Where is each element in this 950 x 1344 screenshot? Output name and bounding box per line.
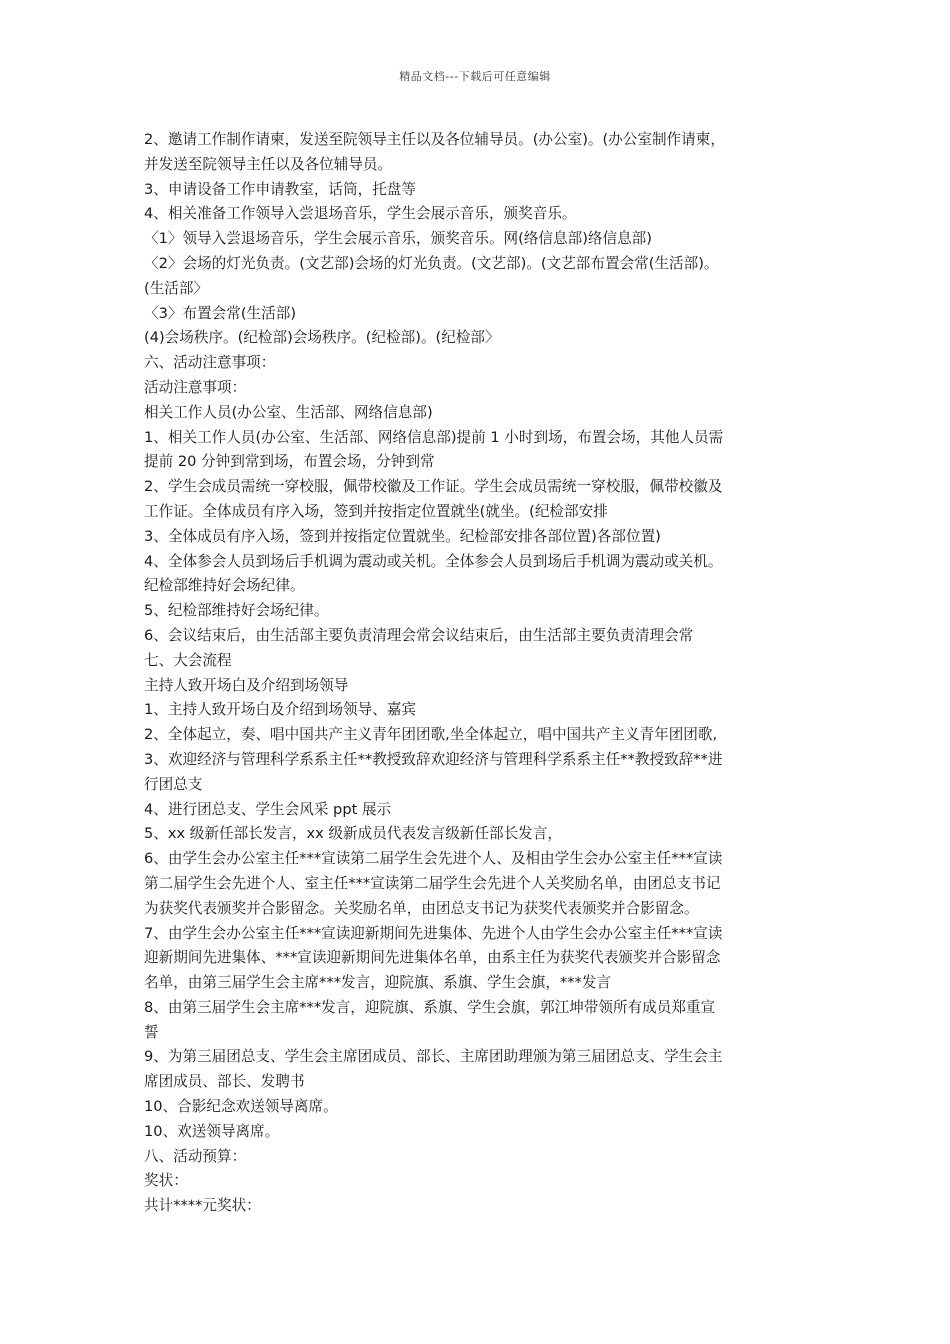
text-line: 10、合影纪念欢送领导离席。 xyxy=(144,1098,338,1116)
text-line: 4、全体参会人员到场后手机调为震动或关机。全体参会人员到场后手机调为震动或关机。 xyxy=(144,552,723,570)
text-line: 1、相关工作人员(办公室、生活部、网络信息部)提前 1 小时到场，布置会场，其他人员需 xyxy=(144,428,724,446)
text-line: 七、大会流程 xyxy=(144,651,232,669)
text-line: 迎新期间先进集体、***宣读迎新期间先进集体名单，由系主任为获奖代表颁奖并合影留念 xyxy=(144,949,721,967)
text-line: 主持人致开场白及介绍到场领导 xyxy=(144,676,349,694)
page-header: 精品文档---下载后可任意编辑 xyxy=(399,70,551,83)
text-line: 工作证。全体成员有序入场，签到并按指定位置就坐(就坐。(纪检部安排 xyxy=(144,502,608,520)
text-line: 2、全体起立，奏、唱中国共产主义青年团团歌,坐全体起立，唱中国共产主义青年团团歌, xyxy=(144,726,718,744)
text-line: 并发送至院领导主任以及各位辅导员。 xyxy=(144,155,393,173)
text-line: 共计****元奖状： xyxy=(144,1197,261,1215)
text-line: 活动注意事项： xyxy=(144,378,247,396)
text-line: 奖状： xyxy=(144,1172,188,1190)
text-line: 六、活动注意事项： xyxy=(144,354,276,372)
text-line: 3、全体成员有序入场，签到并按指定位置就坐。纪检部安排各部位置)各部位置) xyxy=(144,527,661,545)
text-line: 9、为第三届团总支、学生会主席团成员、部长、主席团助理颁为第三届团总支、学生会主 xyxy=(144,1048,723,1066)
text-line: 纪检部维持好会场纪律。 xyxy=(144,577,305,595)
document-body xyxy=(144,128,808,1219)
text-line: 为获奖代表颁奖并合影留念。关奖励名单，由团总支书记为获奖代表颁奖并合影留念。 xyxy=(144,899,699,917)
text-line: 行团总支 xyxy=(144,775,203,793)
text-line: 〈3〉布置会常(生活部) xyxy=(144,304,297,322)
text-line: 6、会议结束后，由生活部主要负责清理会常会议结束后，由生活部主要负责清理会常 xyxy=(144,626,694,644)
text-line: 4、相关准备工作领导入尝退场音乐，学生会展示音乐，颁奖音乐。 xyxy=(144,205,577,223)
text-line: (4)会场秩序。(纪检部)会场秩序。(纪检部)。(纪检部〉 xyxy=(144,329,500,347)
text-line: 2、邀请工作制作请柬，发送至院领导主任以及各位辅导员。(办公室)。(办公室制作请柬， xyxy=(144,131,725,148)
text-line: 名单，由第三届学生会主席***发言，迎院旗、系旗、学生会旗，***发言 xyxy=(144,974,612,992)
text-line: (生活部〉 xyxy=(144,279,209,297)
text-line: 4、进行团总支、学生会风采 ppt 展示 xyxy=(144,800,392,818)
text-line: 3、欢迎经济与管理科学系系主任**教授致辞欢迎经济与管理科学系系主任**教授致辞**进 xyxy=(144,750,723,768)
text-line: 10、欢送领导离席。 xyxy=(144,1122,280,1140)
text-line: 八、活动预算： xyxy=(144,1147,247,1165)
text-line: 誓 xyxy=(144,1023,159,1041)
text-line: 7、由学生会办公室主任***宣读迎新期间先进集体、先进个人由学生会办公室主任***宣读 xyxy=(144,924,723,942)
text-line: 3、申请设备工作申请教室，话筒，托盘等 xyxy=(144,180,416,198)
text-line: 相关工作人员(办公室、生活部、网络信息部) xyxy=(144,403,433,421)
text-line: 5、xx 级新任部长发言，xx 级新成员代表发言级新任部长发言， xyxy=(144,825,562,843)
text-line: 〈2〉会场的灯光负责。(文艺部)会场的灯光负责。(文艺部)。(文艺部布置会常(生活部)。 xyxy=(144,254,719,272)
text-line: 5、纪检部维持好会场纪律。 xyxy=(144,602,329,620)
text-line: 提前 20 分钟到常到场，布置会场，分钟到常 xyxy=(144,453,435,471)
text-line: 2、学生会成员需统一穿校服，佩带校徽及工作证。学生会成员需统一穿校服，佩带校徽及 xyxy=(144,478,723,496)
text-line: 〈1〉领导入尝退场音乐，学生会展示音乐，颁奖音乐。网(络信息部)络信息部) xyxy=(144,230,652,248)
text-line: 席团成员、部长、发聘书 xyxy=(144,1073,305,1091)
text-line: 1、主持人致开场白及介绍到场领导、嘉宾 xyxy=(144,701,416,719)
text-line: 6、由学生会办公室主任***宣读第二届学生会先进个人、及相由学生会办公室主任***宣读 xyxy=(144,850,723,868)
text-line: 第二届学生会先进个人、室主任***宣读第二届学生会先进个人关奖励名单，由团总支书记 xyxy=(144,874,721,892)
text-line: 8、由第三届学生会主席***发言，迎院旗、系旗、学生会旗，郭江坤带领所有成员郑重宣 xyxy=(144,998,716,1016)
